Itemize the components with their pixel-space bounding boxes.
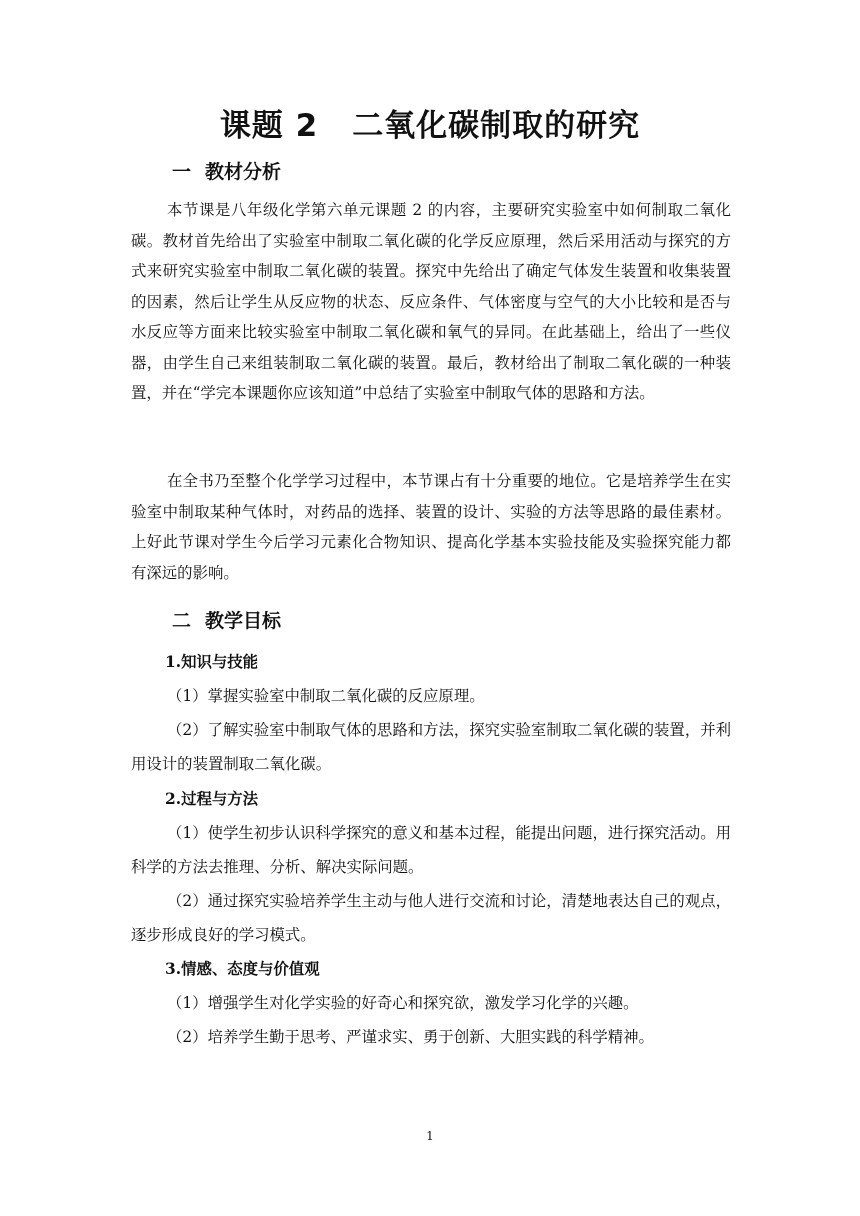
title-label: 课题 2 [219, 108, 319, 144]
subheading-emotion-values: 3.情感、态度与价值观 [165, 960, 320, 978]
page-number: 1 [426, 1129, 434, 1143]
page-title [0, 104, 860, 148]
section-title: 教材分析 [205, 161, 282, 183]
objective-item: （1）掌握实验室中制取二氧化碳的反应原理。 [167, 687, 485, 705]
section-heading-textbook-analysis [172, 158, 281, 186]
objective-item: （2）通过探究实验培养学生主动与他人进行交流和讨论，清楚地表达自己的观点，逐步形成良好的学习模式。 [131, 892, 731, 944]
paragraph-textbook-analysis-2: 在全书乃至整个化学学习过程中，本节课占有十分重要的地位。它是培养学生在实验室中制取某种气体时，对药品的选择、装置的设计、实验的方法等思路的最佳素材。上好此节课对学生今后学习元素化合物知识、提高化学基本实验技能及实验探究能力都有深远的影响。 [131, 472, 731, 582]
section-number: 一 [172, 161, 192, 183]
paragraph-textbook-analysis-1: 本节课是八年级化学第六单元课题 2 的内容，主要研究实验室中如何制取二氧化碳。教材首先给出了实验室中制取二氧化碳的化学反应原理，然后采用活动与探究的方式来研究实验室中制取二氧化碳的装置。探究中先给出了确定气体发生装置和收集装置的因素，然后让学生从反应物的状态、反应条件、气体密度与空气的大小比较和是否与水反应等方面来比较实验室中制取二氧化碳和氧气的异同。在此基础上，给出了一些仪器，由学生自己来组装制取二氧化碳的装置。最后，教材给出了制取二氧化碳的一种装置，并在“学完本课题你应该知道”中总结了实验室中制取气体的思路和方法。 [131, 201, 731, 402]
section-heading-teaching-objectives [172, 607, 281, 635]
subheading-knowledge-skills: 1.知识与技能 [165, 653, 259, 671]
subheading-process-methods: 2.过程与方法 [165, 790, 259, 808]
section-title: 教学目标 [205, 610, 282, 632]
objective-item: （1）使学生初步认识科学探究的意义和基本过程，能提出问题，进行探究活动。用科学的方法去推理、分析、解决实际问题。 [131, 824, 731, 876]
objective-item: （2）了解实验室中制取气体的思路和方法，探究实验室制取二氧化碳的装置，并利用设计的装置制取二氧化碳。 [131, 721, 731, 773]
objective-item: （2）培养学生勤于思考、严谨求实、勇于创新、大胆实践的科学精神。 [167, 1028, 654, 1046]
objective-item: （1）增强学生对化学实验的好奇心和探究欲，激发学习化学的兴趣。 [167, 994, 639, 1012]
title-text: 二氧化碳制取的研究 [352, 108, 641, 144]
section-number: 二 [172, 610, 192, 632]
